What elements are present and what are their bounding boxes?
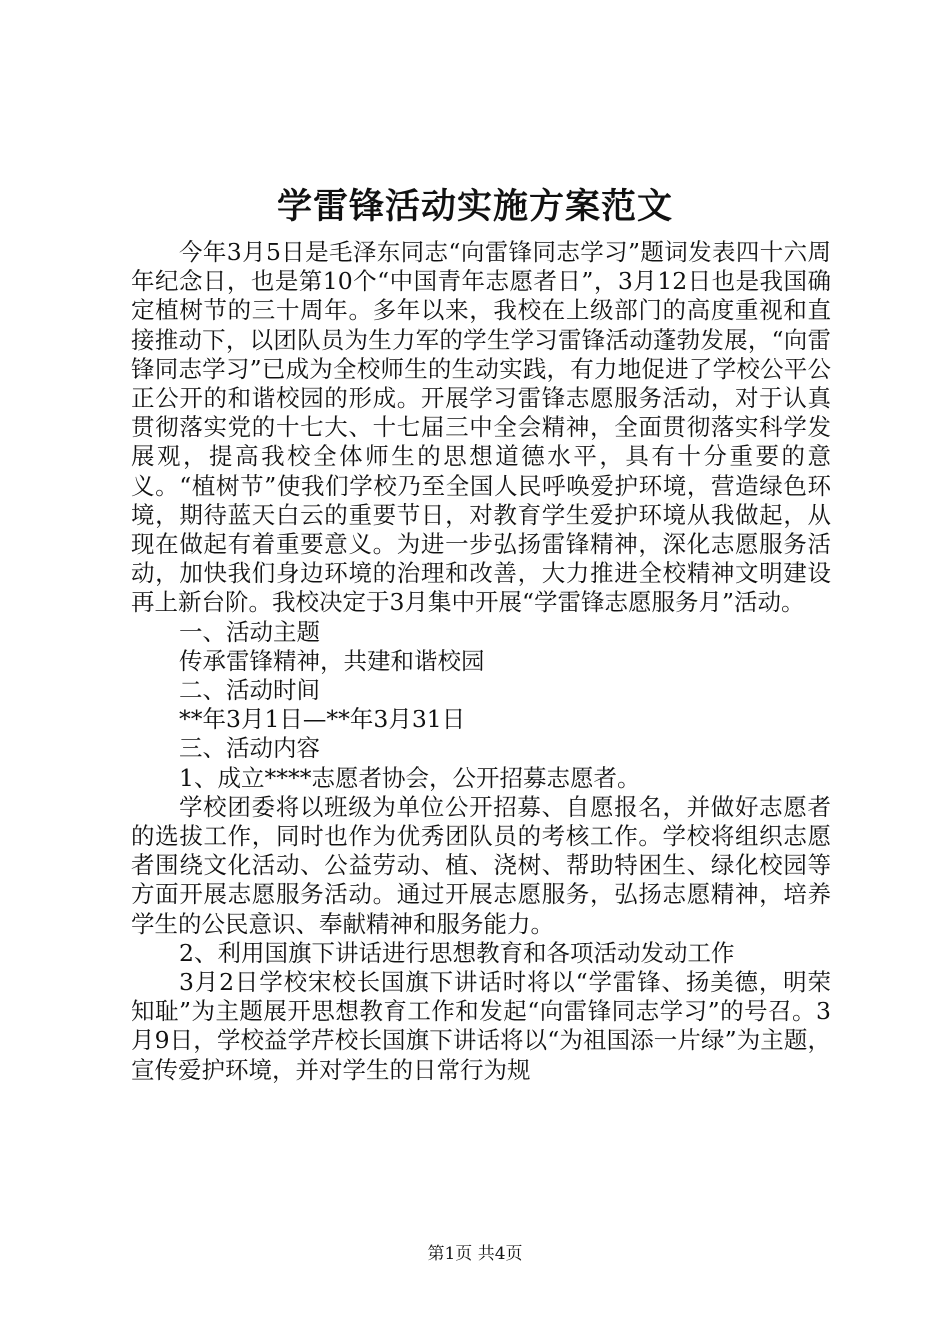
content-item-2-paragraph: 3月2日学校宋校长国旗下讲话时将以“学雷锋、扬美德，明荣知耻”为主题展开思想教育工作和发起“向雷锋同志学习”的号召。3月9日，学校益学芹校长国旗下讲话将以“为祖国添一片绿”为主题，宣传爱护环境，并对学生的日常行为规 — [131, 968, 831, 1084]
section-heading-theme: 一、活动主题 — [179, 617, 320, 646]
section-heading-time: 二、活动时间 — [179, 676, 320, 705]
page-footer: 第1页 共4页 — [427, 1244, 523, 1264]
document-body — [131, 238, 831, 1085]
theme-text: 传承雷锋精神，共建和谐校园 — [179, 646, 485, 675]
document-title: 学雷锋活动实施方案范文 — [276, 186, 673, 227]
time-text: **年3月1日—**年3月31日 — [179, 705, 466, 734]
section-heading-content: 三、活动内容 — [179, 734, 320, 763]
content-item-1-heading: 1、成立****志愿者协会，公开招募志愿者。 — [179, 763, 641, 792]
content-item-1-paragraph: 学校团委将以班级为单位公开招募、自愿报名，并做好志愿者的选拔工作，同时也作为优秀团队员的考核工作。学校将组织志愿者围绕文化活动、公益劳动、植、浇树、帮助特困生、绿化校园等方面开展志愿服务活动。通过开展志愿服务，弘扬志愿精神，培养学生的公民意识、奉献精神和服务能力。 — [131, 792, 831, 938]
intro-paragraph: 今年3月5日是毛泽东同志“向雷锋同志学习”题词发表四十六周年纪念日，也是第10个“中国青年志愿者日”，3月12日也是我国确定植树节的三十周年。多年以来，我校在上级部门的高度重视和直接推动下，以团队员为生力军的学生学习雷锋活动蓬勃发展，“向雷锋同志学习”已成为全校师生的生动实践，有力地促进了学校公平公正公开的和谐校园的形成。开展学习雷锋志愿服务活动，对于认真贯彻落实党的十七大、十七届三中全会精神，全面贯彻落实科学发展观，提高我校全体师生的思想道德水平，具有十分重要的意义。“植树节”使我们学校乃至全国人民呼唤爱护环境，营造绿色环境，期待蓝天白云的重要节日，对教育学生爱护环境从我做起，从现在做起有着重要意义。为进一步弘扬雷锋精神，深化志愿服务活动，加快我们身边环境的治理和改善，大力推进全校精神文明建设再上新台阶。我校决定于3月集中开展“学雷锋志愿服务月”活动。 — [131, 238, 831, 617]
content-item-2-heading: 2、利用国旗下讲话进行思想教育和各项活动发动工作 — [179, 938, 735, 967]
